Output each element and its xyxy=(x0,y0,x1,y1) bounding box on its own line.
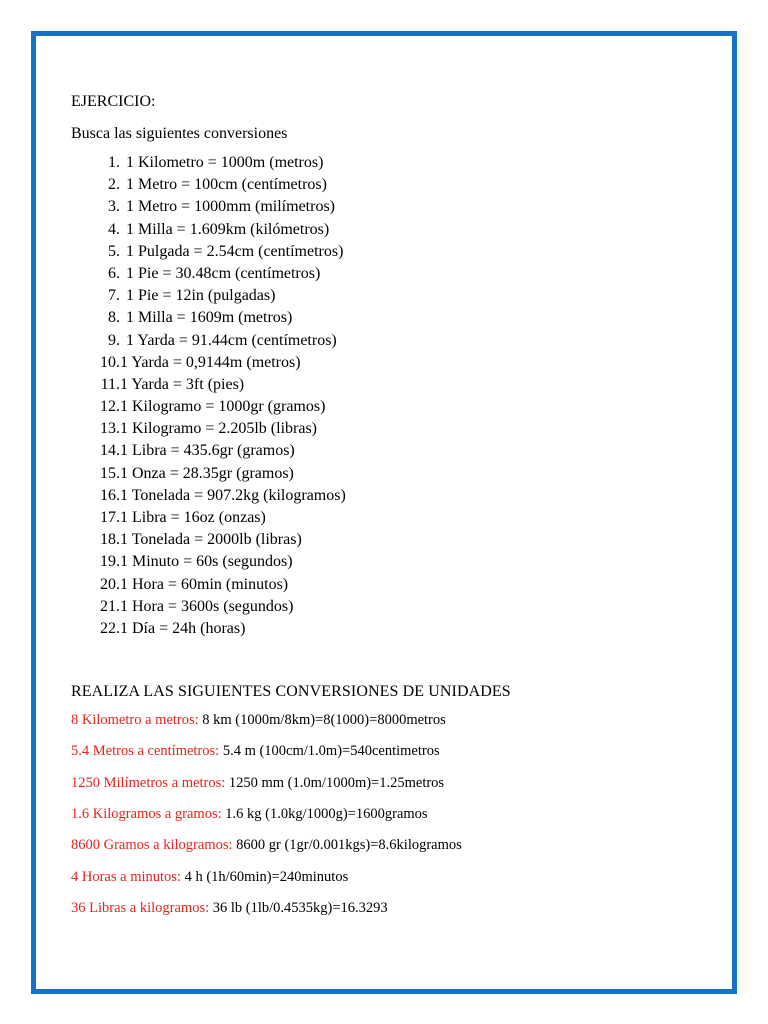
item-number: 10. xyxy=(100,353,120,371)
item-number: 4. xyxy=(108,220,120,238)
list-item xyxy=(71,485,711,507)
item-number: 14. xyxy=(100,442,120,460)
item-text: 1 Yarda = 91.44cm (centímetros) xyxy=(126,331,337,349)
item-text: 1 Pie = 12in (pulgadas) xyxy=(126,287,276,305)
item-text: 1 Kilogramo = 2.205lb (libras) xyxy=(120,420,317,438)
item-text: 1 Pulgada = 2.54cm (centímetros) xyxy=(126,242,344,260)
exercise-label: 36 Libras a kilogramos: xyxy=(71,899,210,916)
item-number: 16. xyxy=(100,486,120,504)
list-item xyxy=(71,596,711,618)
document-content xyxy=(71,90,711,929)
item-number: 15. xyxy=(100,464,120,482)
list-item xyxy=(71,529,711,551)
item-text: 1 Libra = 16oz (onzas) xyxy=(120,509,266,526)
item-number: 22. xyxy=(100,619,120,637)
list-item xyxy=(71,174,711,196)
exercise-label: 5.4 Metros a centímetros: xyxy=(71,743,220,760)
item-text: 1 Libra = 435.6gr (gramos) xyxy=(120,442,295,460)
list-item xyxy=(71,804,711,835)
item-text: 1 Yarda = 0,9144m (metros) xyxy=(120,353,301,371)
list-item xyxy=(71,396,711,418)
list-item xyxy=(71,418,711,440)
item-number: 3. xyxy=(108,198,120,216)
item-number: 18. xyxy=(100,531,120,549)
exercise-label: 8600 Gramos a kilogramos: xyxy=(71,837,233,854)
item-number: 19. xyxy=(100,553,120,571)
list-item xyxy=(71,741,711,772)
exercise-answer: 36 lb (1lb/0.4535kg)=16.3293 xyxy=(212,899,388,916)
exercise-label: 1250 Milímetros a metros: xyxy=(71,774,226,791)
document-title: EJERCICIO: xyxy=(71,93,156,110)
list-item xyxy=(71,551,711,573)
item-text: 1 Metro = 100cm (centímetros) xyxy=(126,176,327,194)
item-number: 9. xyxy=(108,331,120,349)
list-item xyxy=(71,330,711,352)
list-item xyxy=(71,898,711,929)
conversion-list xyxy=(71,152,711,640)
exercise-answer: 5.4 m (100cm/1.0m)=540centimetros xyxy=(222,743,440,760)
list-item xyxy=(71,867,711,898)
exercise-answer: 1250 mm (1.0m/1000m)=1.25metros xyxy=(228,774,445,791)
exercise-label: 1.6 Kilogramos a gramos: xyxy=(71,806,222,823)
exercise-label: 4 Horas a minutos: xyxy=(71,868,181,885)
document-subtitle: Busca las siguientes conversiones xyxy=(71,125,288,142)
list-item xyxy=(71,440,711,462)
item-text: 1 Hora = 60min (minutos) xyxy=(120,575,289,593)
list-item xyxy=(71,352,711,374)
section-title: REALIZA LAS SIGUIENTES CONVERSIONES DE UNIDADES xyxy=(71,683,511,701)
list-item xyxy=(71,374,711,396)
exercise-answer: 1.6 kg (1.0kg/1000g)=1600gramos xyxy=(225,806,428,823)
list-item xyxy=(71,263,711,285)
item-number: 17. xyxy=(100,509,120,526)
list-item xyxy=(71,196,711,218)
item-text: 1 Milla = 1.609km (kilómetros) xyxy=(126,220,330,238)
item-number: 6. xyxy=(108,264,120,282)
item-text: 1 Tonelada = 907.2kg (kilogramos) xyxy=(120,486,346,504)
list-item xyxy=(71,241,711,263)
item-text: 1 Pie = 30.48cm (centímetros) xyxy=(126,264,321,282)
item-text: 1 Tonelada = 2000lb (libras) xyxy=(120,531,302,549)
list-item xyxy=(71,773,711,804)
item-text: 1 Onza = 28.35gr (gramos) xyxy=(120,464,294,482)
list-item xyxy=(71,285,711,307)
item-text: 1 Kilometro = 1000m (metros) xyxy=(126,154,324,171)
list-item xyxy=(71,152,711,174)
item-number: 21. xyxy=(100,597,120,615)
item-number: 20. xyxy=(100,575,120,593)
list-item xyxy=(71,307,711,329)
exercise-list xyxy=(71,710,711,929)
list-item xyxy=(71,463,711,485)
item-text: 1 Hora = 3600s (segundos) xyxy=(120,597,294,615)
item-text: 1 Yarda = 3ft (pies) xyxy=(120,375,245,393)
item-text: 1 Metro = 1000mm (milímetros) xyxy=(126,198,335,216)
item-number: 1. xyxy=(108,154,120,171)
item-number: 5. xyxy=(108,242,120,260)
item-text: 1 Día = 24h (horas) xyxy=(120,619,246,637)
list-item xyxy=(71,507,711,529)
list-item xyxy=(71,618,711,640)
list-item xyxy=(71,219,711,241)
item-text: 1 Kilogramo = 1000gr (gramos) xyxy=(120,398,326,416)
item-number: 13. xyxy=(100,420,120,438)
item-text: 1 Milla = 1609m (metros) xyxy=(126,309,293,327)
list-item xyxy=(71,574,711,596)
exercise-answer: 8 km (1000m/8km)=8(1000)=8000metros xyxy=(202,712,446,729)
item-number: 8. xyxy=(108,309,120,327)
list-item xyxy=(71,710,711,741)
list-item xyxy=(71,835,711,866)
exercise-answer: 4 h (1h/60min)=240minutos xyxy=(184,868,349,885)
item-number: 7. xyxy=(108,287,120,305)
item-number: 11. xyxy=(100,375,120,393)
exercise-answer: 8600 gr (1gr/0.001kgs)=8.6kilogramos xyxy=(236,837,462,854)
item-number: 12. xyxy=(100,398,120,416)
item-number: 2. xyxy=(108,176,120,194)
exercise-label: 8 Kilometro a metros: xyxy=(71,712,199,729)
item-text: 1 Minuto = 60s (segundos) xyxy=(120,553,293,571)
